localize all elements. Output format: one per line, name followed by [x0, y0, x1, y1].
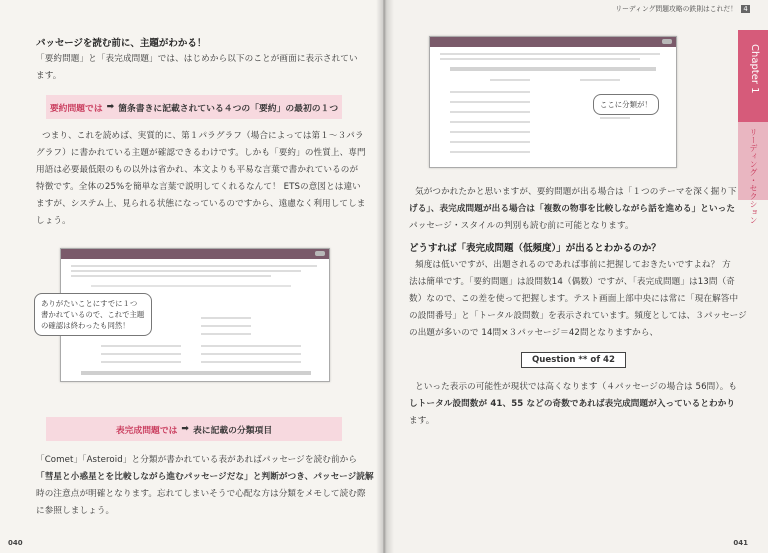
- table-tip-bubble: ここに分類が！: [593, 94, 659, 115]
- left-heading: パッセージを読む前に、主題がわかる！: [36, 38, 207, 49]
- right-para2-line-2: 法は簡単です。「要約問題」は設問数14（偶数）ですが、「表完成問題」は13問（奇: [409, 277, 735, 287]
- summary-band-text: 箇条書きに記載されている４つの「要約」の最初の１つ: [118, 103, 339, 114]
- running-header-title: リーディング問題攻略の鉄則はこれだ！: [615, 5, 737, 13]
- running-header: [615, 3, 750, 13]
- summary-band: [46, 95, 342, 119]
- right-para-line-1: 気がつかれたかと思いますが、要約問題が出る場合は「１つのテーマを深く掘り下: [415, 187, 737, 197]
- arrow-right-icon: ➡: [181, 424, 189, 434]
- left-page: [0, 0, 383, 553]
- running-header-number: 4: [741, 5, 750, 13]
- right-para3-line-1: といった表示の可能性が現状では高くなります（４パッセージの場合は 56問）。も: [415, 382, 738, 392]
- left-para2-line-4: に参照しましょう。: [36, 506, 115, 516]
- left-para-line-4: 特徴です。全体の25%を簡単な言葉で説明してくれるなんて！ ETSの意図とは違い: [36, 182, 361, 192]
- right-para2-line-3: 数）なので、この差を使って把握します。テスト画面上部中央には常に「現在解答中: [409, 294, 739, 304]
- table-band-text: 表に記載の分類項目: [192, 425, 273, 436]
- chapter-label: Chapter 1: [749, 44, 760, 94]
- left-page-number: 040: [8, 539, 23, 547]
- left-para2-line-2: 「彗星と小惑星とを比較しながら進むパッセージだな」と判断がつき、パッセージ読解: [36, 472, 374, 482]
- left-para-line-5: ますが、システム上、見られる状態になっているのですから、遠慮なく利用してしま: [36, 199, 366, 209]
- right-para-line-3: パッセージ・スタイルの判別も読む前に可能となります。: [409, 221, 634, 231]
- right-para3-line-2: しトータル設問数が 41、55 などの奇数であれば表完成問題が入っているとわかり: [409, 399, 736, 409]
- left-para-line-1: つまり、これを読めば、実質的に、第１パラグラフ（場合によっては第１〜３パラ: [42, 131, 364, 141]
- left-para2-line-1: 「Comet」「Asteroid」と分類が書かれている表があればパッセージを読む前から: [36, 455, 358, 465]
- summary-tip-line-1: ありがたいことにすでに１つ: [41, 299, 138, 308]
- left-para2-line-3: 時の注意点が明確となります。忘れてしまいそうで心配な方は分類をメモして読む際: [36, 489, 366, 499]
- left-intro-line-1: 「要約問題」と「表完成問題」では、はじめから以下のことが画面に表示されてい: [36, 54, 358, 64]
- right-page-number: 041: [733, 539, 748, 547]
- left-para-line-2: グラフ）に書かれている主題が確認できるわけです。しかも「要約」の性質上、専門: [36, 148, 366, 158]
- summary-band-label: 要約問題では: [49, 103, 103, 114]
- screenshot-toolbar: [430, 37, 676, 47]
- right-para2-line-4: の設問番号」と「トータル設問数」を表示されています。頻度としては、３パッセージ: [409, 311, 747, 321]
- right-para2-line-5: の出題が多いので 14問×３パッセージ＝42問となりますから、: [409, 328, 659, 338]
- summary-tip-line-3: の確認は終わったも同然！: [41, 321, 130, 330]
- summary-tip-bubble: [34, 293, 152, 336]
- right-para-line-2: げる」、表完成問題が出る場合は「複数の物事を比較しながら話を進める」といった: [409, 204, 736, 214]
- summary-tip-line-2: 書かれているので、これで主題: [41, 310, 145, 319]
- table-band: [46, 417, 342, 441]
- left-para-line-6: しょう。: [36, 216, 71, 226]
- right-heading: どうすれば「表完成問題（低頻度）」が出るとわかるのか？: [409, 243, 661, 254]
- left-para-line-3: 用語は必要最低限のもの以外は省かれ、本文よりも平易な言葉で書かれているのが: [36, 165, 359, 175]
- book-gutter: [376, 0, 394, 553]
- right-para3-line-3: ます。: [409, 416, 435, 426]
- screenshot-toolbar: [61, 249, 329, 259]
- left-intro-line-2: ます。: [36, 71, 62, 81]
- arrow-right-icon: ➡: [106, 102, 115, 112]
- right-para2-line-1: 頻度は低いですが、出題されるのであれば事前に把握しておきたいですよね？ 方: [415, 260, 731, 270]
- question-counter-box: Question ** of 42: [521, 352, 626, 368]
- section-label: リーディング・セクション: [749, 128, 758, 224]
- right-page: [385, 0, 768, 553]
- table-band-label: 表完成問題では: [115, 425, 178, 436]
